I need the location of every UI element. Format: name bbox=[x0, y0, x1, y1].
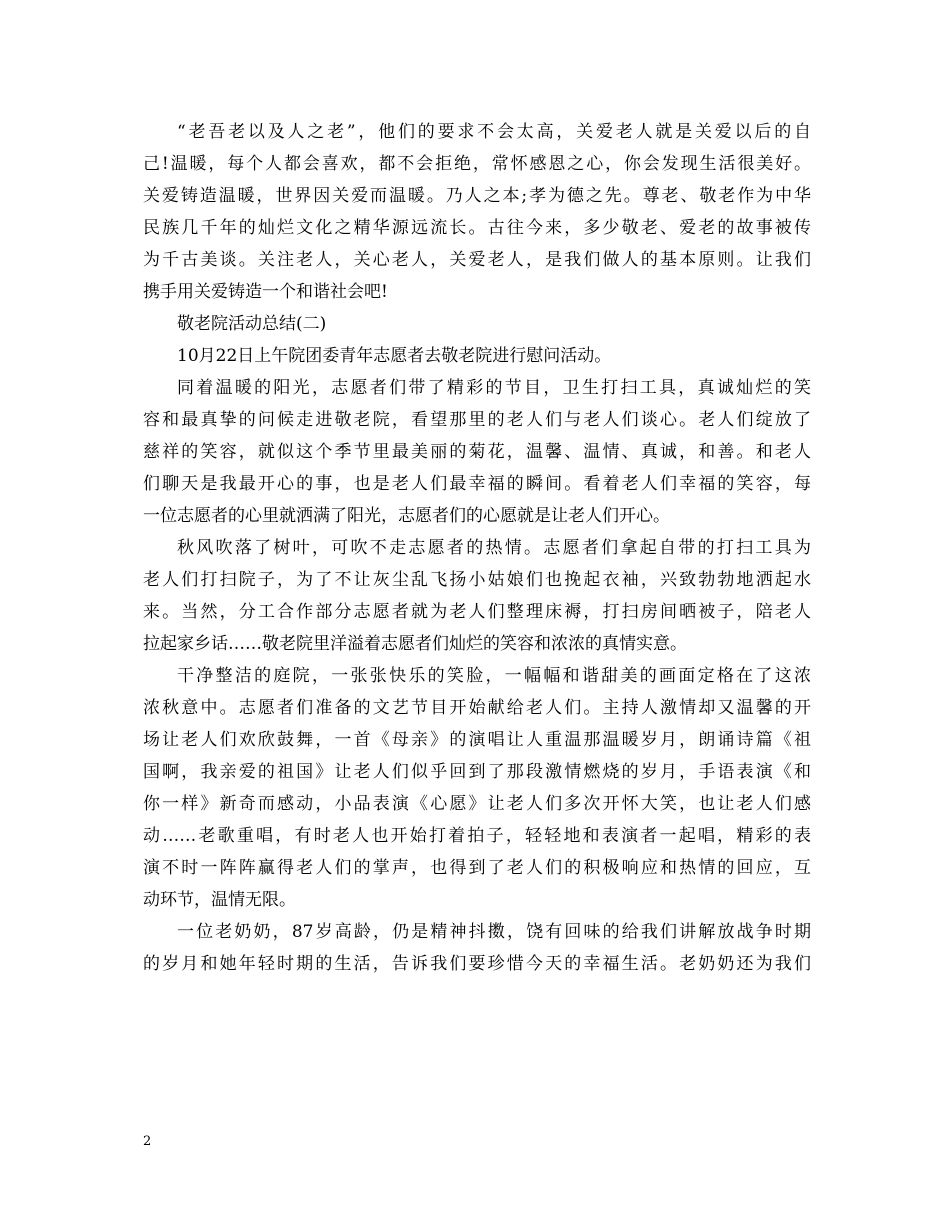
paragraph-line: 的岁月和她年轻时期的生活，告诉我们要珍惜今天的幸福生活。老奶奶还为我们 bbox=[143, 954, 811, 974]
page-number: 2 bbox=[143, 1134, 152, 1149]
document-body bbox=[143, 116, 811, 980]
paragraph-line: 你一样》新奇而感动，小品表演《心愿》让老人们多次开怀大笑，也让老人们感 bbox=[143, 794, 811, 814]
paragraph-line: 老人们打扫院子，为了不让灰尘乱飞扬小姑娘们也挽起衣袖，兴致勃勃地洒起水 bbox=[143, 570, 811, 590]
paragraph-line: 们聊天是我最开心的事，也是老人们最幸福的瞬间。看着老人们幸福的笑容，每 bbox=[143, 474, 811, 494]
paragraph-line: 浓秋意中。志愿者们准备的文艺节目开始献给老人们。主持人激情却又温馨的开 bbox=[143, 698, 811, 718]
paragraph-line: 动……老歌重唱，有时老人也开始打着拍子，轻轻地和表演者一起唱，精彩的表 bbox=[143, 826, 811, 846]
paragraph-line: 秋风吹落了树叶，可吹不走志愿者的热情。志愿者们拿起自带的打扫工具为 bbox=[177, 538, 811, 558]
paragraph-line: 一位志愿者的心里就洒满了阳光，志愿者们的心愿就是让老人们开心。 bbox=[143, 506, 670, 526]
paragraph-line: 10月22日上午院团委青年志愿者去敬老院进行慰问活动。 bbox=[177, 346, 612, 366]
paragraph-line: 关爱铸造温暖，世界因关爱而温暖。乃人之本;孝为德之先。尊老、敬老作为中华 bbox=[143, 186, 811, 206]
paragraph-line: 民族几千年的灿烂文化之精华源远流长。古往今来，多少敬老、爱老的故事被传 bbox=[143, 218, 811, 238]
paragraph-line: 携手用关爱铸造一个和谐社会吧! bbox=[143, 282, 388, 302]
paragraph-line: 干净整洁的庭院，一张张快乐的笑脸，一幅幅和谐甜美的画面定格在了这浓 bbox=[177, 666, 811, 686]
section-heading: 敬老院活动总结(二) bbox=[177, 314, 327, 334]
paragraph-line: 来。当然，分工合作部分志愿者就为老人们整理床褥，打扫房间晒被子，陪老人 bbox=[143, 602, 811, 622]
paragraph-line: 一位老奶奶，87岁高龄，仍是精神抖擞，饶有回味的给我们讲解放战争时期 bbox=[177, 922, 811, 942]
paragraph-line: 同着温暖的阳光，志愿者们带了精彩的节目，卫生打扫工具，真诚灿烂的笑 bbox=[177, 378, 811, 398]
paragraph-line: 场让老人们欢欣鼓舞，一首《母亲》的演唱让人重温那温暖岁月，朗诵诗篇《祖 bbox=[143, 730, 811, 750]
paragraph-line: 国啊，我亲爱的祖国》让老人们似乎回到了那段激情燃烧的岁月，手语表演《和 bbox=[143, 762, 811, 782]
paragraph-line: 演不时一阵阵赢得老人们的掌声，也得到了老人们的积极响应和热情的回应，互 bbox=[143, 858, 811, 878]
paragraph-line: 为千古美谈。关注老人，关心老人，关爱老人，是我们做人的基本原则。让我们 bbox=[143, 250, 811, 270]
paragraph-line: 动环节，温情无限。 bbox=[143, 890, 296, 910]
paragraph-line: 拉起家乡话……敬老院里洋溢着志愿者们灿烂的笑容和浓浓的真情实意。 bbox=[143, 634, 687, 654]
paragraph-line: 己!温暖，每个人都会喜欢，都不会拒绝，常怀感恩之心，你会发现生活很美好。 bbox=[143, 154, 811, 174]
paragraph-line: 慈祥的笑容，就似这个季节里最美丽的菊花，温馨、温情、真诚，和善。和老人 bbox=[143, 442, 811, 462]
paragraph-line: 容和最真挚的问候走进敬老院，看望那里的老人们与老人们谈心。老人们绽放了 bbox=[143, 410, 811, 430]
paragraph-line: “老吾老以及人之老”，他们的要求不会太高，关爱老人就是关爱以后的自 bbox=[177, 122, 811, 142]
